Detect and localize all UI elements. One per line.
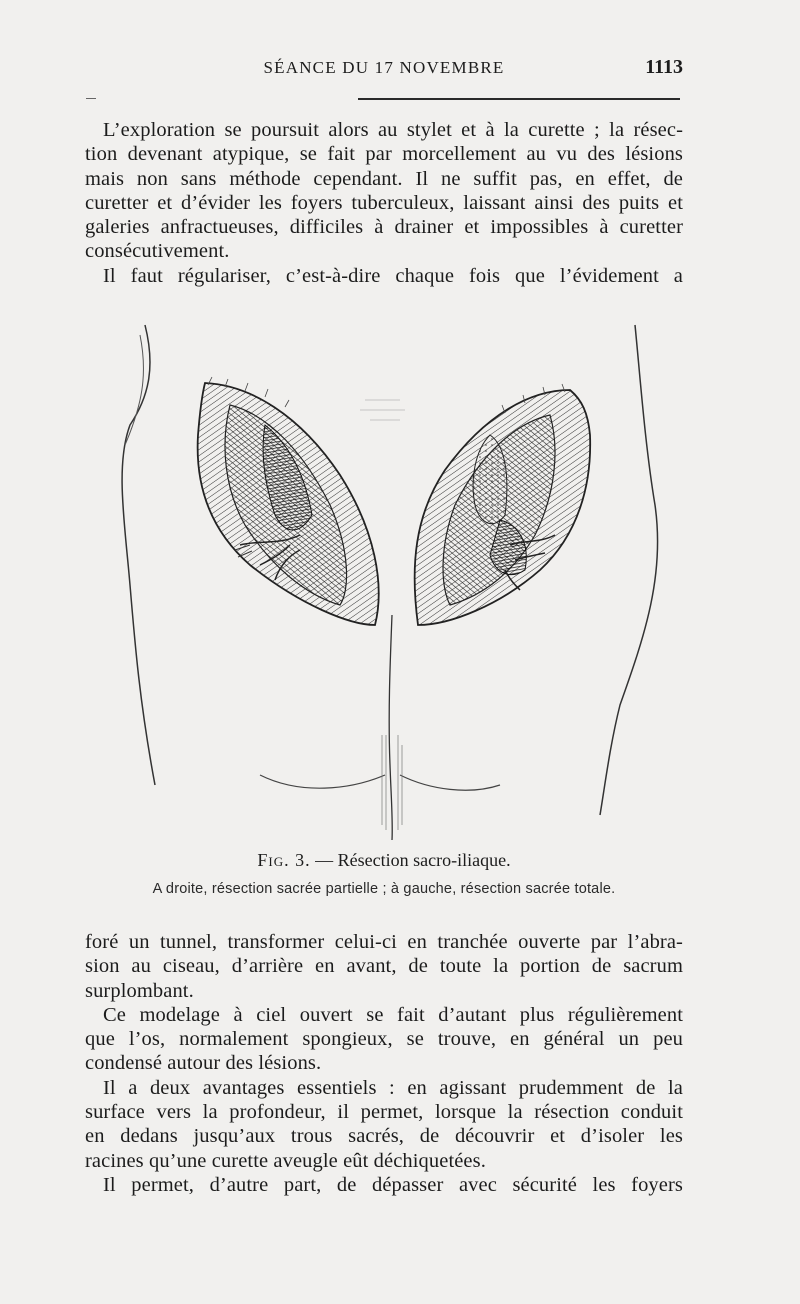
text-line: sion au ciseau, d’arrière en avant, de toute la portion de sacrum xyxy=(85,955,683,978)
header-dash xyxy=(86,98,96,99)
paragraph-5 xyxy=(85,1076,683,1173)
text-line: Il faut régulariser, c’est-à-dire chaque fois que l’évidement a xyxy=(103,264,683,287)
figure-title: — Résection sacro-iliaque. xyxy=(315,850,511,870)
surgical-engraving xyxy=(100,305,680,845)
figure-label: Fig. 3. xyxy=(257,850,311,870)
paragraph-1 xyxy=(85,118,683,264)
page-number: 1113 xyxy=(645,56,683,78)
text-line: racines qu’une curette aveugle eût déchiquetées. xyxy=(85,1149,486,1172)
text-line: mais non sans méthode cependant. Il ne suffit pas, en effet, de xyxy=(85,167,683,190)
text-line: surplombant. xyxy=(85,979,194,1002)
text-line: Il permet, d’autre part, de dépasser avec sécurité les foyers xyxy=(103,1173,683,1196)
text-line: condensé autour des lésions. xyxy=(85,1052,322,1075)
page-header xyxy=(85,58,683,84)
text-line: en dedans jusqu’aux trous sacrés, de découvrir et d’isoler les xyxy=(85,1125,683,1148)
text-line: que l’os, normalement spongieux, se trouve, en général un peu xyxy=(85,1028,683,1051)
text-line: L’exploration se poursuit alors au stylet et à la curette ; la résec- xyxy=(103,119,683,141)
body-text-top xyxy=(85,118,683,288)
paragraph-3 xyxy=(85,930,683,1003)
text-line: galeries anfractueuses, difficiles à drainer et impossibles à curetter xyxy=(85,216,683,239)
figure-illustration xyxy=(100,305,680,845)
text-line: consécutivement. xyxy=(85,240,230,263)
text-line: Ce modelage à ciel ouvert se fait d’autant plus régulièrement xyxy=(103,1003,683,1026)
text-line: surface vers la profondeur, il permet, lorsque la résection conduit xyxy=(85,1101,683,1124)
paragraph-4 xyxy=(85,1003,683,1076)
text-line: foré un tunnel, transformer celui-ci en tranchée ouverte par l’abra- xyxy=(85,931,683,953)
running-title: SÉANCE DU 17 NOVEMBRE xyxy=(263,58,505,77)
text-line: curetter et d’évider les foyers tuberculeux, laissant ainsi des puits et xyxy=(85,191,683,214)
header-rule xyxy=(358,98,680,100)
text-line: tion devenant atypique, se fait par morcellement au vu des lésions xyxy=(85,143,683,166)
figure-caption xyxy=(85,850,683,871)
figure-subcaption: A droite, résection sacrée partielle ; à gauche, résection sacrée totale. xyxy=(152,881,616,897)
paragraph-2 xyxy=(85,264,683,288)
body-text-bottom xyxy=(85,930,683,1197)
text-line: Il a deux avantages essentiels : en agissant prudemment de la xyxy=(103,1076,683,1099)
paragraph-6 xyxy=(85,1173,683,1197)
